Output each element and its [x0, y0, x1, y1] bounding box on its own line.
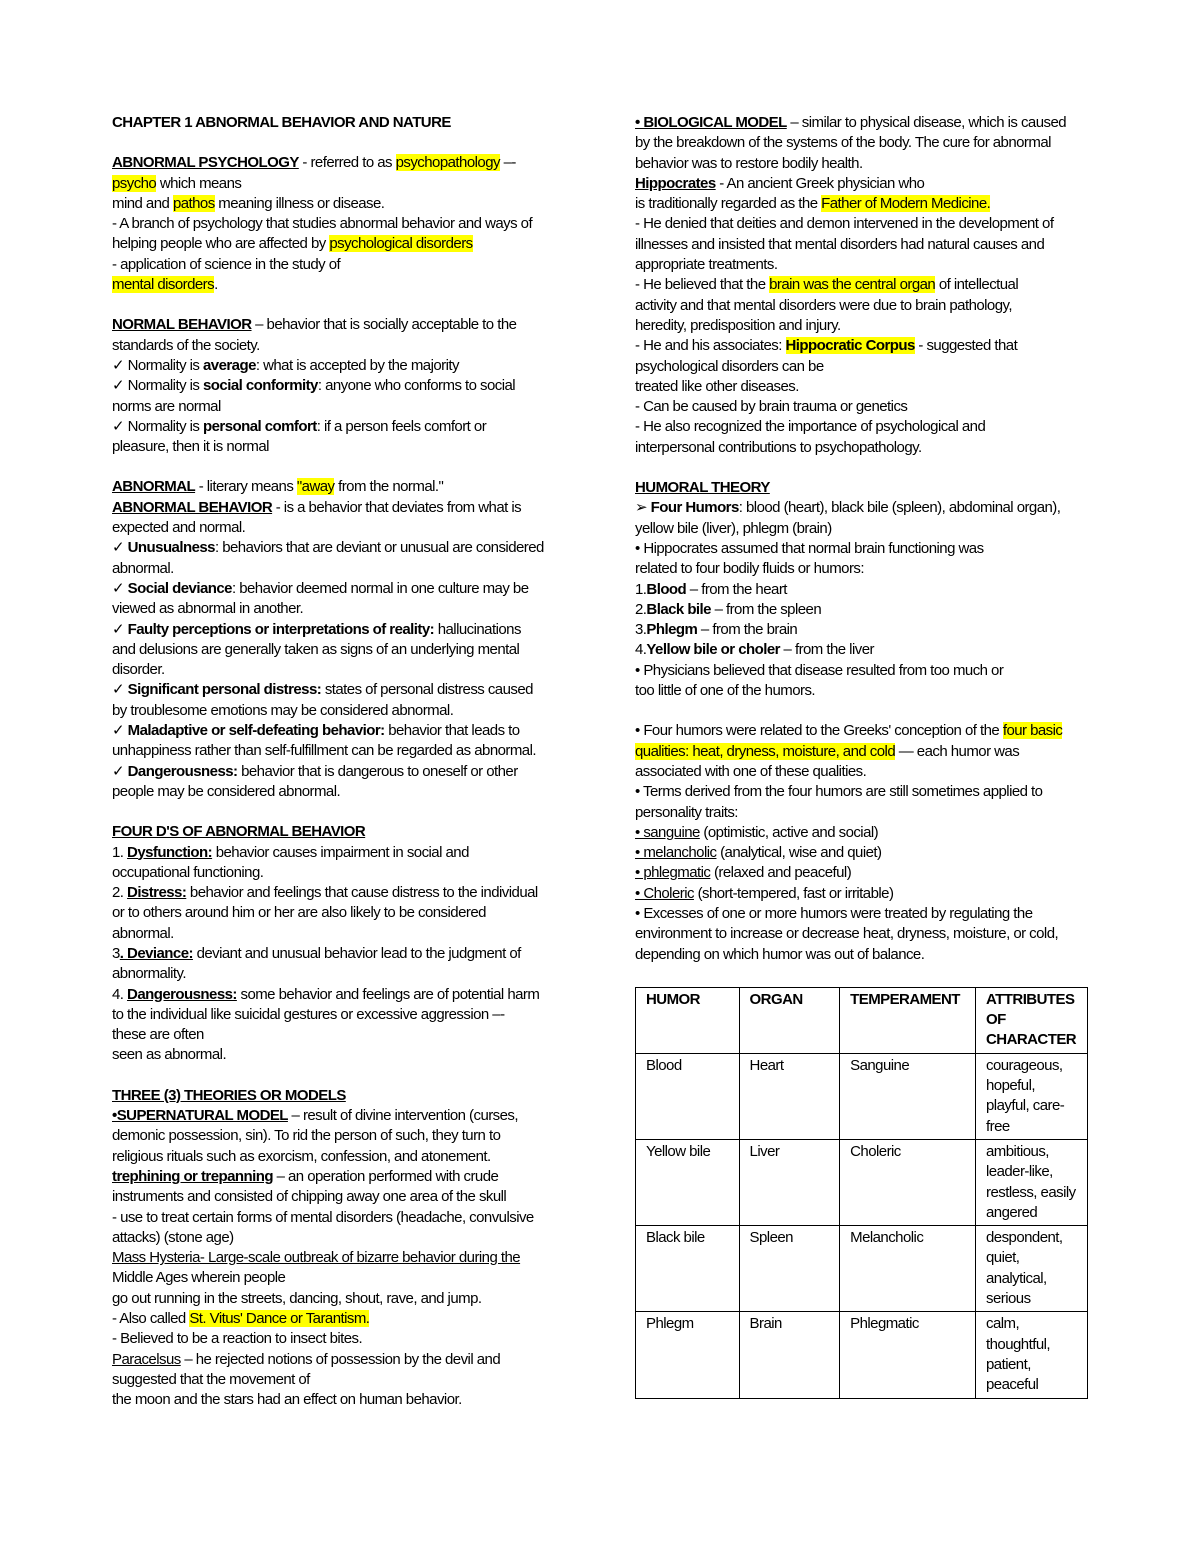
abnormal-psychology-section: ABNORMAL PSYCHOLOGY - referred to as psychopathology –- psycho which means mind and pathos meaning illness or disease. - A branch of psychology that studies abnormal behavior and ways of helping people who are affected by psychological disorders - application of science in the study of mental disorders.	[112, 154, 533, 294]
term-biological-model: • BIOLOGICAL MODEL	[635, 114, 787, 131]
highlight-away: "away	[296, 478, 335, 496]
table-cell: Yellow bile	[636, 1139, 740, 1225]
highlight-hippocratic-corpus: Hippocratic Corpus	[785, 337, 915, 355]
humoral-theory-heading: HUMORAL THEORY	[635, 479, 770, 497]
humors-table	[635, 987, 1088, 1399]
right-column	[635, 113, 1090, 1399]
table-header-cell: TEMPERAMENT	[840, 987, 976, 1053]
table-cell: Brain	[739, 1312, 840, 1398]
table-cell: calm, thoughtful, patient, peaceful	[976, 1312, 1088, 1398]
humoral-theory-section: HUMORAL THEORY ➢ Four Humors: blood (heart), black bile (spleen), abdominal organ), yellow bile (liver), phlegm (brain) • Hippocrates assumed that normal brain functioning was related to four bodily fluids or humors: 1.Blood – from the heart 2.Black bile – from the spleen 3.Phlegm – from the brain 4.Yellow bile or choler – from the liver • Physicians believed that disease resulted from too much or too little of one of the humors. • Four humors were related to the Greeks' conception of the four basic qualities: heat, dryness, moisture, and cold — each humor was associated with one of these qualities. • Terms derived from the four humors are still sometimes applied to personality traits: • sanguine (optimistic, active and social) • melancholic (analytical, wise and quiet) • phlegmatic (relaxed and peaceful) • Choleric (short-tempered, fast or irritable) • Excesses of one or more humors were treated by regulating the environment to increase or decrease heat, dryness, moisture, or cold, depending on which humor was out of balance.	[635, 478, 1090, 965]
table-header-cell: ATTRIBUTES OF CHARACTER	[976, 987, 1088, 1053]
table-cell: Heart	[739, 1053, 840, 1139]
left-column	[112, 113, 572, 1411]
term-paracelsus: Paracelsus	[112, 1350, 181, 1368]
term-abnormal: ABNORMAL	[112, 478, 196, 496]
term-supernatural-model: •SUPERNATURAL MODEL	[112, 1107, 288, 1125]
three-models-section: THREE (3) THEORIES OR MODELS •SUPERNATURAL MODEL – result of divine intervention (curses, demonic possession, sin). To rid the person of such, they turn to religious rituals such as exorcism, confession, and atonement. trephining or trepanning – an operation performed with crude instruments and consisted of chipping away one area of the skull - use to treat certain forms of mental disorders (headache, convulsive attacks) (stone age) Mass Hysteria- Large-scale outbreak of bizarre behavior during the Middle Ages wherein people go out running in the streets, dancing, shout, rave, and jump. - Also called St. Vitus' Dance or Tarantism. - Believed to be a reaction to insect bites. Paracelsus – he rejected notions of possession by the devil and suggested that the movement of the moon and the stars had an effect on human behavior.	[112, 1086, 572, 1411]
table-cell: ambitious, leader-like, restless, easily angered	[976, 1139, 1088, 1225]
table-cell: Spleen	[739, 1226, 840, 1312]
highlight-four-basic: four basic	[1002, 722, 1063, 740]
table-header-cell: ORGAN	[739, 987, 840, 1053]
three-models-heading: THREE (3) THEORIES OR MODELS	[112, 1086, 346, 1104]
term-normal-behavior: NORMAL BEHAVIOR	[112, 316, 252, 334]
table-cell: Choleric	[840, 1139, 976, 1225]
four-ds-heading: FOUR D'S OF ABNORMAL BEHAVIOR	[112, 823, 366, 841]
term-abnormal-behavior: ABNORMAL BEHAVIOR	[112, 498, 273, 516]
trait-sanguine: • sanguine	[635, 823, 700, 841]
trait-melancholic: • melancholic	[635, 844, 717, 862]
biological-model-section: • BIOLOGICAL MODEL – similar to physical disease, which is caused by the breakdown of the systems of the body. The cure for abnormal behavior was to restore bodily health. Hippocrates - An ancient Greek physician who is traditionally regarded as the Father of Modern Medicine. - He denied that deities and demon intervened in the development of illnesses and insisted that mental disorders had natural causes and appropriate treatments. - He believed that the brain was the central organ of intellectual activity and that mental disorders were due to brain pathology, heredity, predisposition and injury. - He and his associates: Hippocratic Corpus - suggested that psychological disorders can be treated like other diseases. - Can be caused by brain trauma or genetics - He also recognized the importance of psychological and interpersonal contributions to psychopathology.	[635, 114, 1067, 456]
highlight-psycho: psycho	[112, 174, 157, 192]
table-row	[636, 1053, 1088, 1139]
highlight-psychological-disorders: psychological disorders	[329, 235, 473, 253]
table-cell: courageous, hopeful, playful, care-free	[976, 1053, 1088, 1139]
highlight-qualities: qualities: heat, dryness, moisture, and cold	[635, 742, 896, 760]
term-hippocrates: Hippocrates	[635, 174, 716, 192]
table-header-row	[636, 987, 1088, 1053]
table-cell: Sanguine	[840, 1053, 976, 1139]
table-row	[636, 1312, 1088, 1398]
table-row	[636, 1139, 1088, 1225]
highlight-pathos: pathos	[172, 194, 215, 212]
term-mass-hysteria: Mass Hysteria	[112, 1249, 200, 1267]
highlight-st-vitus: St. Vitus' Dance or Tarantism.	[189, 1310, 370, 1328]
highlight-father-of-medicine: Father of Modern Medicine.	[821, 195, 991, 213]
chapter-title: CHAPTER 1 ABNORMAL BEHAVIOR AND NATURE	[112, 114, 451, 131]
table-cell: Phlegm	[636, 1312, 740, 1398]
four-ds-section: FOUR D'S OF ABNORMAL BEHAVIOR 1. Dysfunction: behavior causes impairment in social and occupational functioning. 2. Distress: behavior and feelings that cause distress to the individual or to others around him or her are also likely to be considered abnormal. 3. Deviance: deviant and unusual behavior lead to the judgment of abnormality. 4. Dangerousness: some behavior and feelings are of potential harm to the individual like suicidal gestures or excessive aggression –- these are often seen as abnormal.	[112, 822, 572, 1066]
table-cell: Black bile	[636, 1226, 740, 1312]
highlight-mental-disorders: mental disorders	[112, 276, 215, 294]
highlight-psychopathology: psychopathology	[395, 154, 500, 172]
trait-phlegmatic: • phlegmatic	[635, 864, 711, 882]
highlight-brain-central-organ: brain was the central organ	[769, 276, 936, 294]
table-cell: Melancholic	[840, 1226, 976, 1312]
table-cell: Blood	[636, 1053, 740, 1139]
table-cell: despondent, quiet, analytical, serious	[976, 1226, 1088, 1312]
table-cell: Liver	[739, 1139, 840, 1225]
trait-choleric: • Choleric	[635, 884, 694, 902]
abnormal-section: ABNORMAL - literary means "away from the normal." ABNORMAL BEHAVIOR - is a behavior that deviates from what is expected and normal. ✓ Unusualness: behaviors that are deviant or unusual are considered abnormal. ✓ Social deviance: behavior deemed normal in one culture may be viewed as abnormal in another. ✓ Faulty perceptions or interpretations of reality: hallucinations and delusions are generally taken as signs of an underlying mental disorder. ✓ Significant personal distress: states of personal distress caused by troublesome emotions may be considered abnormal. ✓ Maladaptive or self-defeating behavior: behavior that leads to unhappiness rather than self-fulfillment can be regarded as abnormal. ✓ Dangerousness: behavior that is dangerous to oneself or other people may be considered abnormal.	[112, 478, 544, 800]
term-abnormal-psychology: ABNORMAL PSYCHOLOGY	[112, 154, 299, 172]
normal-behavior-section: NORMAL BEHAVIOR – behavior that is socially acceptable to the standards of the society. ✓ Normality is average: what is accepted by the majority ✓ Normality is social conformity: anyone who conforms to social norms are normal ✓ Normality is personal comfort: if a person feels comfort or pleasure, then it is normal	[112, 316, 517, 456]
table-cell: Phlegmatic	[840, 1312, 976, 1398]
term-trephining: trephining or trepanning	[112, 1167, 273, 1185]
table-row	[636, 1226, 1088, 1312]
table-header-cell: HUMOR	[636, 987, 740, 1053]
